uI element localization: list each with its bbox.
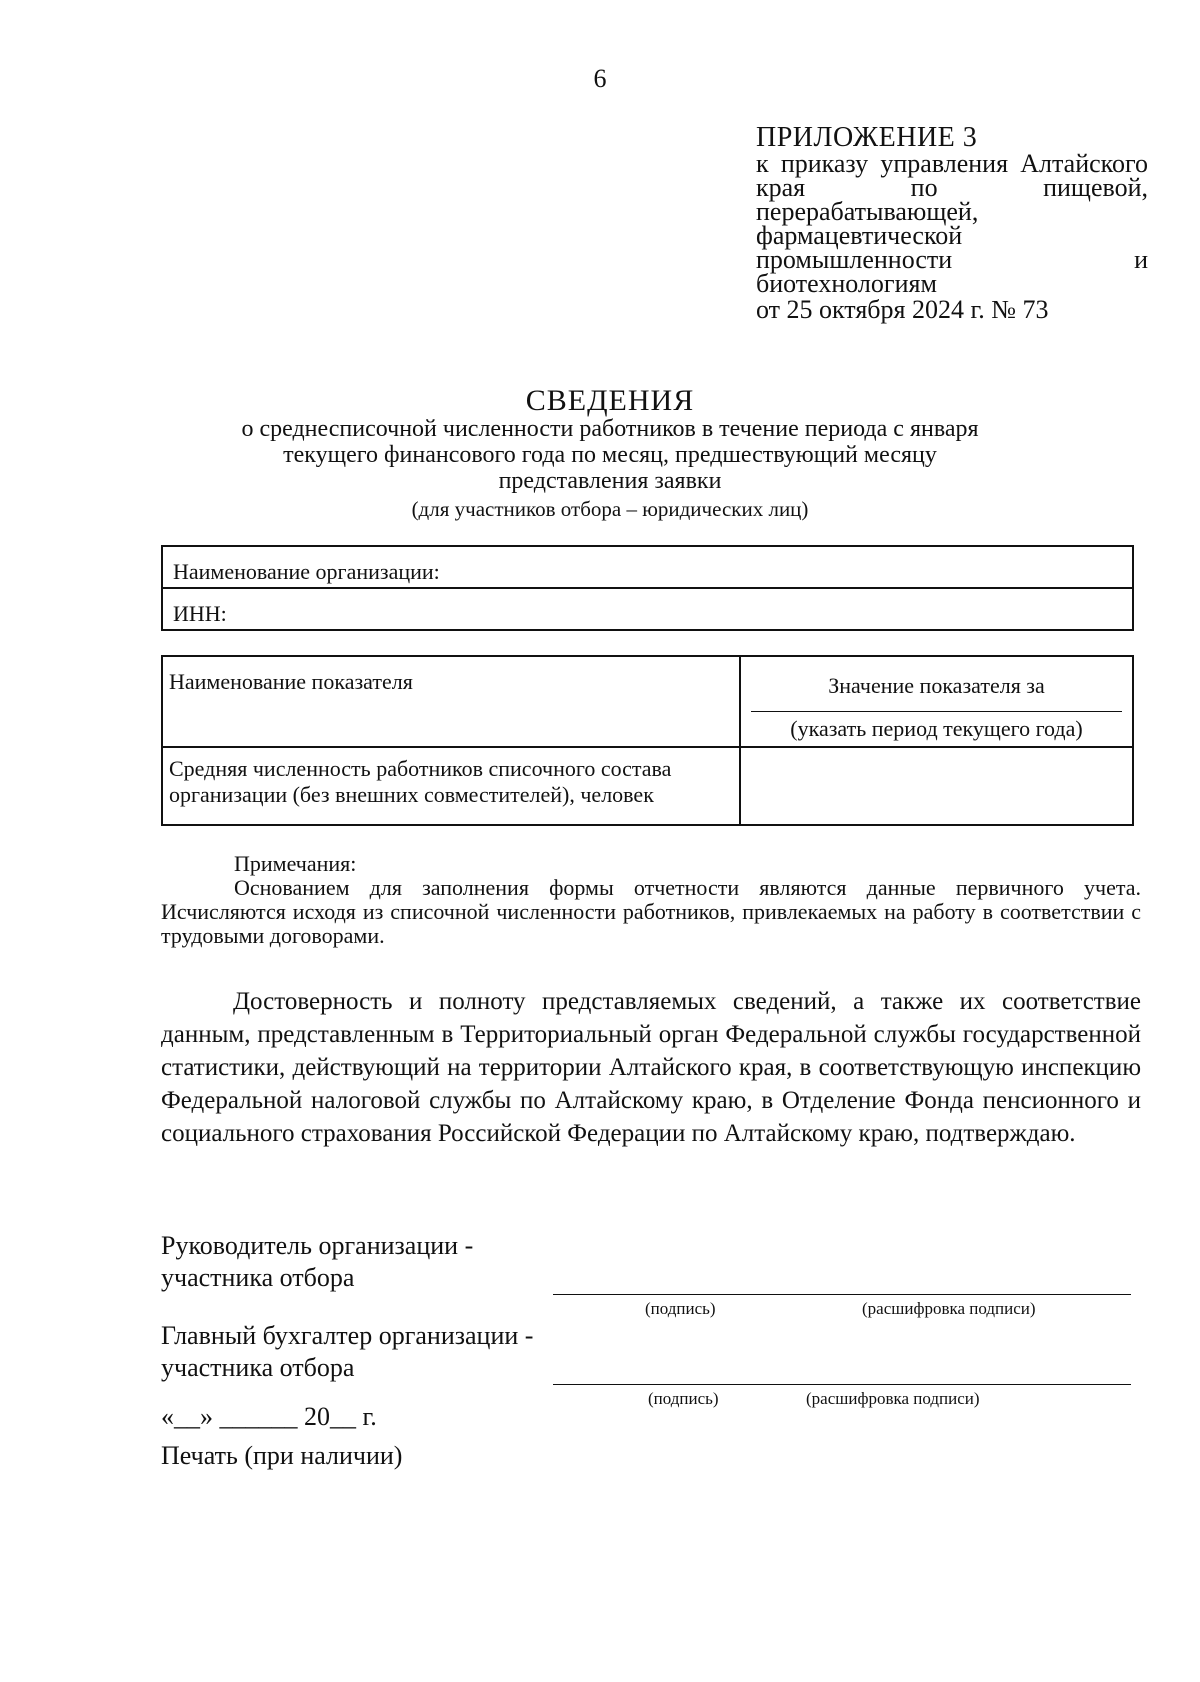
period-hint[interactable]: (указать период текущего года) <box>751 711 1122 742</box>
indicator-table <box>161 655 1134 826</box>
accountant-label-line-1: Главный бухгалтер организации - <box>161 1321 534 1350</box>
document-subtitle-3: представления заявки <box>498 468 722 494</box>
inn-cell[interactable]: ИНН: <box>162 588 1133 630</box>
appendix-block <box>756 122 1148 324</box>
accountant-label-line-2: участника отбора <box>161 1353 355 1382</box>
indicator-row-value[interactable] <box>740 747 1133 825</box>
notes-text: Основанием для заполнения формы отчетности являются данные первичного учета. Исчисляются исходя из списочной численности работников, привлекаемых на работу в соответствии с трудовыми договорами. <box>161 875 1141 948</box>
indicator-row-label: Средняя численность работников списочного состава организации (без внешних совместителей), человек <box>162 747 740 825</box>
date-template[interactable]: «__» ______ 20__ г. <box>161 1402 377 1431</box>
head-sign-caption: (подпись) <box>645 1299 716 1318</box>
appendix-body: к приказу управления Алтайского края по пищевой, перерабатывающей, фармацевтической промышленности и биотехнологиям <box>756 149 1148 298</box>
accountant-signature-label <box>161 1320 533 1384</box>
document-note: (для участников отбора – юридических лиц) <box>411 497 809 521</box>
head-signature-label <box>161 1230 473 1294</box>
table-header-row <box>162 656 1133 747</box>
accountant-signature-line[interactable] <box>553 1384 1131 1385</box>
document-title: СВЕДЕНИЯ <box>525 384 695 417</box>
indicator-name-header: Наименование показателя <box>162 656 740 747</box>
document-subtitle-1: о среднесписочной численности работников в течение периода с января <box>241 416 979 442</box>
head-label-line-1: Руководитель организации - <box>161 1231 474 1260</box>
appendix-title: ПРИЛОЖЕНИЕ 3 <box>756 122 978 153</box>
accountant-decode-caption: (расшифровка подписи) <box>806 1389 980 1408</box>
notes-title: Примечания: <box>234 851 357 876</box>
head-signature-line[interactable] <box>553 1294 1131 1295</box>
org-name-cell[interactable]: Наименование организации: <box>162 546 1133 588</box>
organization-table <box>161 545 1134 631</box>
page-number: 6 <box>593 64 607 93</box>
indicator-value-header-cell <box>740 656 1133 747</box>
table-row <box>162 588 1133 630</box>
document-subtitle-2: текущего финансового года по месяц, предшествующий месяцу <box>283 442 937 468</box>
accountant-sign-caption: (подпись) <box>648 1389 719 1408</box>
appendix-date-line: от 25 октября 2024 г. № 73 <box>756 295 1049 324</box>
indicator-value-header: Значение показателя за <box>828 673 1045 698</box>
head-label-line-2: участника отбора <box>161 1263 355 1292</box>
table-row <box>162 747 1133 825</box>
document-heading <box>160 386 1060 522</box>
head-decode-caption: (расшифровка подписи) <box>862 1299 1036 1318</box>
table-row <box>162 546 1133 588</box>
seal-label: Печать (при наличии) <box>161 1441 403 1470</box>
notes-block <box>161 852 1141 948</box>
confirmation-text: Достоверность и полноту представляемых сведений, а также их соответствие данным, представленным в Территориальный орган Федеральной службы государственной статистики, действующий на территории Алтайского края, в соответствующую инспекцию Федеральной налоговой службы по Алтайскому краю, в Отделение Фонда пенсионного и социального страхования Российской Федерации по Алтайскому краю, подтверждаю. <box>161 988 1141 1147</box>
